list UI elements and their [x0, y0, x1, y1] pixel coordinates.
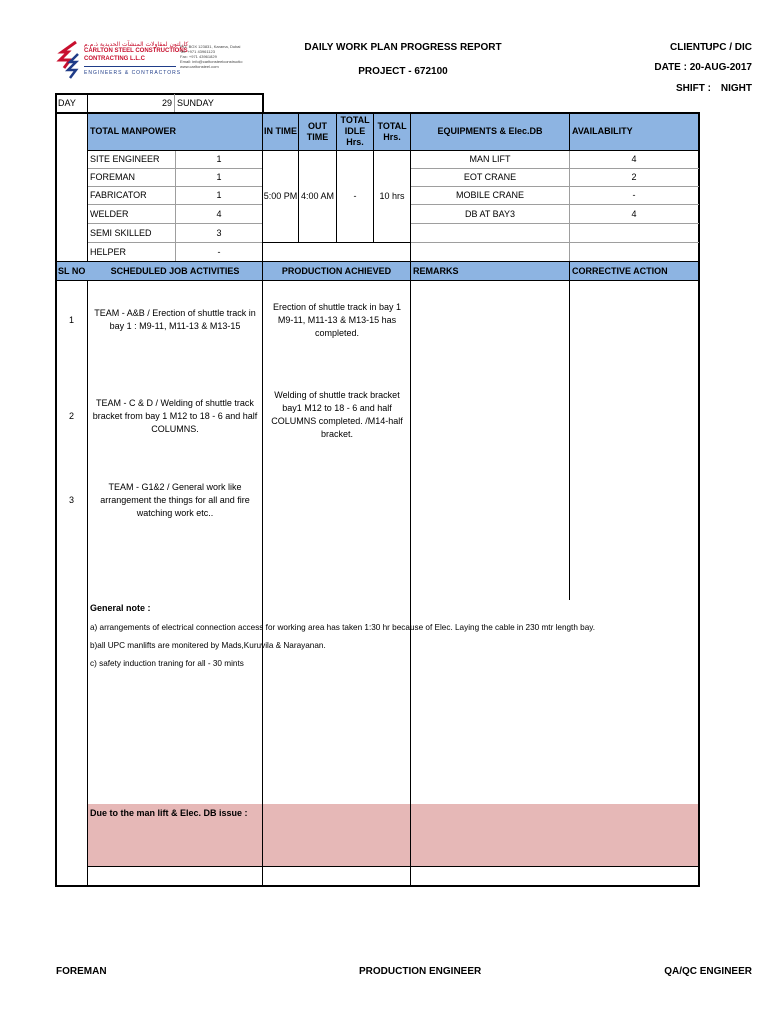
signature-foreman: FOREMAN — [56, 966, 107, 977]
report-title: DAILY WORK PLAN PROGRESS REPORT — [304, 42, 502, 53]
manpower-count: 1 — [216, 172, 222, 182]
manpower-count: 4 — [216, 208, 222, 219]
manpower-count: - — [217, 246, 221, 257]
header-total-idle: TOTAL IDLE Hrs. — [340, 115, 370, 147]
in-time-value: 5:00 PM — [263, 191, 298, 201]
activity-sl: 3 — [68, 494, 74, 505]
idle-hrs-value: - — [353, 191, 357, 201]
manpower-count: 1 — [216, 154, 222, 164]
manpower-role: FOREMAN — [90, 172, 135, 182]
contact-line: Tel: +971 43961123 — [180, 49, 215, 54]
manpower-count: 3 — [216, 227, 222, 238]
manpower-role: SEMI SKILLED — [90, 227, 152, 238]
manpower-role: HELPER — [90, 246, 127, 257]
activity-scheduled: TEAM - G1&2 / General work like arrangement the things for all and fire watching work etc.. — [100, 481, 250, 518]
logo-divider — [84, 66, 176, 67]
client-value: UPC / DIC — [705, 42, 752, 53]
manpower-role: SITE ENGINEER — [90, 154, 160, 164]
signature-qaqc-engineer: QA/QC ENGINEER — [664, 966, 752, 977]
day-name: SUNDAY — [177, 97, 214, 108]
equipment-availability: 4 — [631, 154, 637, 164]
activity-production: Erection of shuttle track in bay 1 M9-11, M11-13 & M13-15 has completed. — [272, 301, 402, 338]
equipment-name: DB AT BAY3 — [464, 208, 516, 219]
activity-production: Welding of shuttle track bracket bay1 M12 to 18 - 6 and half COLUMNS completed. /M14-half bracket. — [271, 390, 403, 439]
logo-company-name-2: CONTRACTING L.L.C — [84, 56, 145, 62]
contact-line: www.carltonsteel.com — [180, 64, 219, 69]
general-note-line: a) arrangements of electrical connection access for working area has taken 1:30 hr because of Elec. Laying the cable in 230 mtr length bay. — [90, 623, 596, 632]
manpower-count: 1 — [216, 190, 222, 200]
general-note-line: b)all UPC manlifts are monitered by Mads,Kuruvila & Narayanan. — [90, 641, 326, 650]
equipment-name: EOT CRANE — [463, 172, 517, 182]
activity-production — [264, 478, 410, 522]
equipment-availability: - — [632, 190, 636, 200]
header-sl-no: SL NO — [58, 265, 86, 276]
equipment-availability: 4 — [631, 208, 637, 219]
header-availability: AVAILABILITY — [572, 126, 633, 136]
manpower-role: WELDER — [90, 208, 129, 219]
project-number: PROJECT - 672100 — [358, 66, 448, 77]
header-total-manpower: TOTAL MANPOWER — [90, 126, 176, 136]
logo-company-name: CARLTON STEEL CONSTRUCTIONS — [84, 48, 188, 54]
equipment-name: MOBILE CRANE — [455, 190, 524, 200]
contact-block — [180, 44, 270, 69]
day-label: DAY — [58, 97, 76, 108]
company-logo — [56, 40, 189, 82]
header-corrective: CORRECTIVE ACTION — [572, 265, 668, 276]
activity-sl: 1 — [68, 314, 74, 325]
equipment-name: MAN LIFT — [469, 154, 511, 164]
contact-line: Fax: +971 43961829 — [180, 54, 217, 59]
general-note-title: General note : — [90, 603, 151, 613]
equipment-availability: 2 — [631, 172, 637, 182]
logo-tagline: ENGINEERS & CONTRACTORS — [84, 70, 182, 76]
contact-line: P.O. BOX 123831, Karama, Dubai — [180, 44, 241, 49]
contact-line: Email: info@carltonsteelconstructio — [180, 59, 243, 64]
issue-note: Due to the man lift & Elec. DB issue : — [90, 808, 248, 818]
logo-arabic-name: كارلتون لمقاولات المنشآت الحديدية ذ.م.م — [84, 41, 189, 48]
day-number: 29 — [161, 97, 172, 108]
total-hrs-value: 10 hrs — [379, 191, 405, 201]
shift-label: SHIFT : — [676, 83, 711, 94]
logo-emblem-icon — [56, 40, 82, 80]
signature-production-engineer: PRODUCTION ENGINEER — [359, 966, 482, 977]
activity-sl: 2 — [68, 410, 74, 421]
header-out-time: OUT TIME — [306, 120, 329, 142]
header-in-time: IN TIME — [264, 126, 297, 136]
header-remarks: REMARKS — [413, 265, 459, 276]
out-time-value: 4:00 AM — [300, 191, 335, 201]
manpower-role: FABRICATOR — [90, 190, 147, 200]
report-date: DATE : 20-AUG-2017 — [654, 62, 752, 73]
header-total-hrs: TOTAL Hrs. — [377, 120, 407, 142]
activity-scheduled: TEAM - A&B / Erection of shuttle track in bay 1 : M9-11, M11-13 & M13-15 — [94, 308, 256, 331]
activity-scheduled: TEAM - C & D / Welding of shuttle track bracket from bay 1 M12 to 18 - 6 and half COLUMNS. — [92, 397, 258, 434]
header-scheduled: SCHEDULED JOB ACTIVITIES — [110, 265, 240, 276]
shift-value: NIGHT — [720, 83, 752, 94]
client-label: CLIENT : — [670, 42, 713, 53]
general-note-line: c) safety induction traning for all - 30 mints — [90, 659, 244, 668]
header-equipments: EQUIPMENTS & Elec.DB — [437, 126, 543, 136]
header-production: PRODUCTION ACHIEVED — [281, 265, 392, 276]
